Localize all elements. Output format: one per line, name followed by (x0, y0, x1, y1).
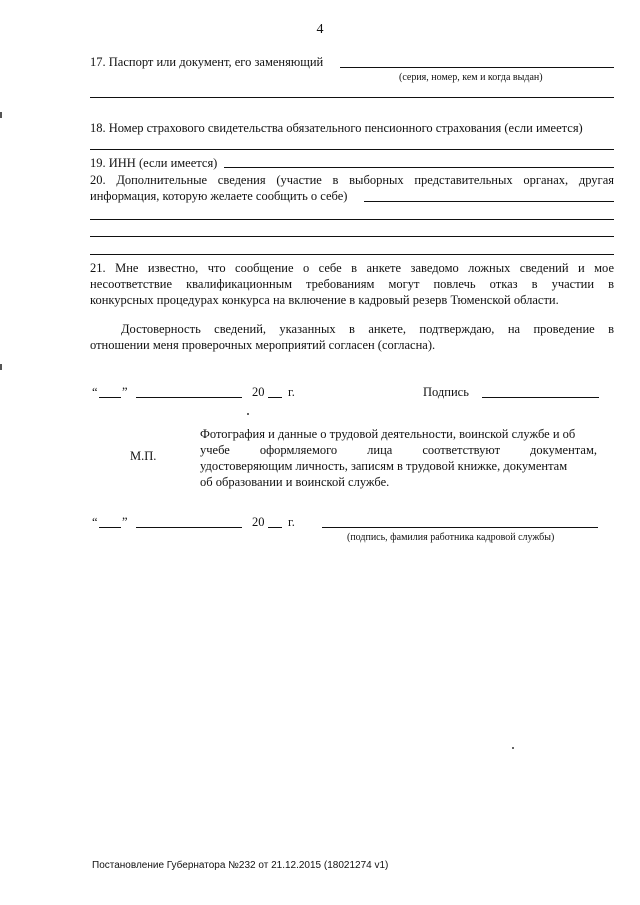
year-prefix: 20 (252, 385, 265, 399)
date-close-quote: ” (122, 385, 128, 399)
hr-date-close-quote: ” (122, 515, 128, 529)
hr-signature-field[interactable] (322, 527, 598, 528)
item20-line2: информация, которую желаете сообщить о себе) (90, 189, 348, 203)
item21-line1: 21. Мне известно, что сообщение о себе в анкете заведомо ложных сведений и мое (90, 261, 614, 275)
item20-line1: 20. Дополнительные сведения (участие в выборных представительных органах, другая (90, 173, 614, 187)
inn-field[interactable] (224, 167, 614, 168)
additional-info-field[interactable] (364, 201, 614, 202)
additional-info-line4[interactable] (90, 254, 614, 255)
stamp-mp: М.П. (130, 449, 157, 463)
additional-info-line3[interactable] (90, 236, 614, 237)
hr-year-prefix: 20 (252, 515, 265, 529)
hr-day-field[interactable] (99, 527, 121, 528)
stamp-line1: Фотография и данные о трудовой деятельности, воинской службе и об (200, 427, 576, 441)
hr-date-open-quote: “ (92, 515, 98, 529)
item17-label: 17. Паспорт или документ, его заменяющий (90, 55, 324, 69)
passport-field[interactable] (340, 67, 614, 68)
item18-label: 18. Номер страхового свидетельства обязательного пенсионного страхования (если имеется) (90, 121, 583, 135)
hr-year-field[interactable] (268, 527, 282, 528)
applicant-month-field[interactable] (136, 397, 242, 398)
scan-speck (247, 413, 249, 415)
stamp-line3: удостоверяющим личность, записям в трудовой книжке, документам (200, 459, 568, 473)
snils-field[interactable] (90, 149, 614, 150)
confirm-line2: отношении меня проверочных мероприятий согласен (согласна). (90, 338, 436, 352)
applicant-year-field[interactable] (268, 397, 282, 398)
scan-edge-mark (0, 364, 2, 370)
footer-reference: Постановление Губернатора №232 от 21.12.2015 (18021274 v1) (92, 860, 389, 871)
hr-month-field[interactable] (136, 527, 242, 528)
item19-label: 19. ИНН (если имеется) (90, 156, 218, 170)
additional-info-line2[interactable] (90, 219, 614, 220)
date-open-quote: “ (92, 385, 98, 399)
applicant-signature-field[interactable] (482, 397, 599, 398)
year-suffix: г. (288, 385, 295, 399)
scan-speck (512, 747, 514, 749)
scan-edge-mark (0, 112, 2, 118)
confirm-line1: Достоверность сведений, указанных в анкете, подтверждаю, на проведение в (121, 322, 614, 336)
hr-year-suffix: г. (288, 515, 295, 529)
stamp-line2: учебе оформляемого лица соответствуют документам, (200, 443, 597, 457)
hr-signature-hint: (подпись, фамилия работника кадровой службы) (347, 532, 555, 543)
signature-label: Подпись (423, 385, 469, 399)
item17-hint: (серия, номер, кем и когда выдан) (399, 72, 543, 83)
item21-line3: конкурсных процедурах конкурса на включение в кадровый резерв Тюменской области. (90, 293, 559, 307)
applicant-day-field[interactable] (99, 397, 121, 398)
stamp-line4: об образовании и воинской службе. (200, 475, 390, 489)
passport-field-line2[interactable] (90, 97, 614, 98)
page-number: 4 (316, 22, 324, 37)
item21-line2: несоответствие квалификационным требованиям могут повлечь отказ в участии в (90, 277, 614, 291)
